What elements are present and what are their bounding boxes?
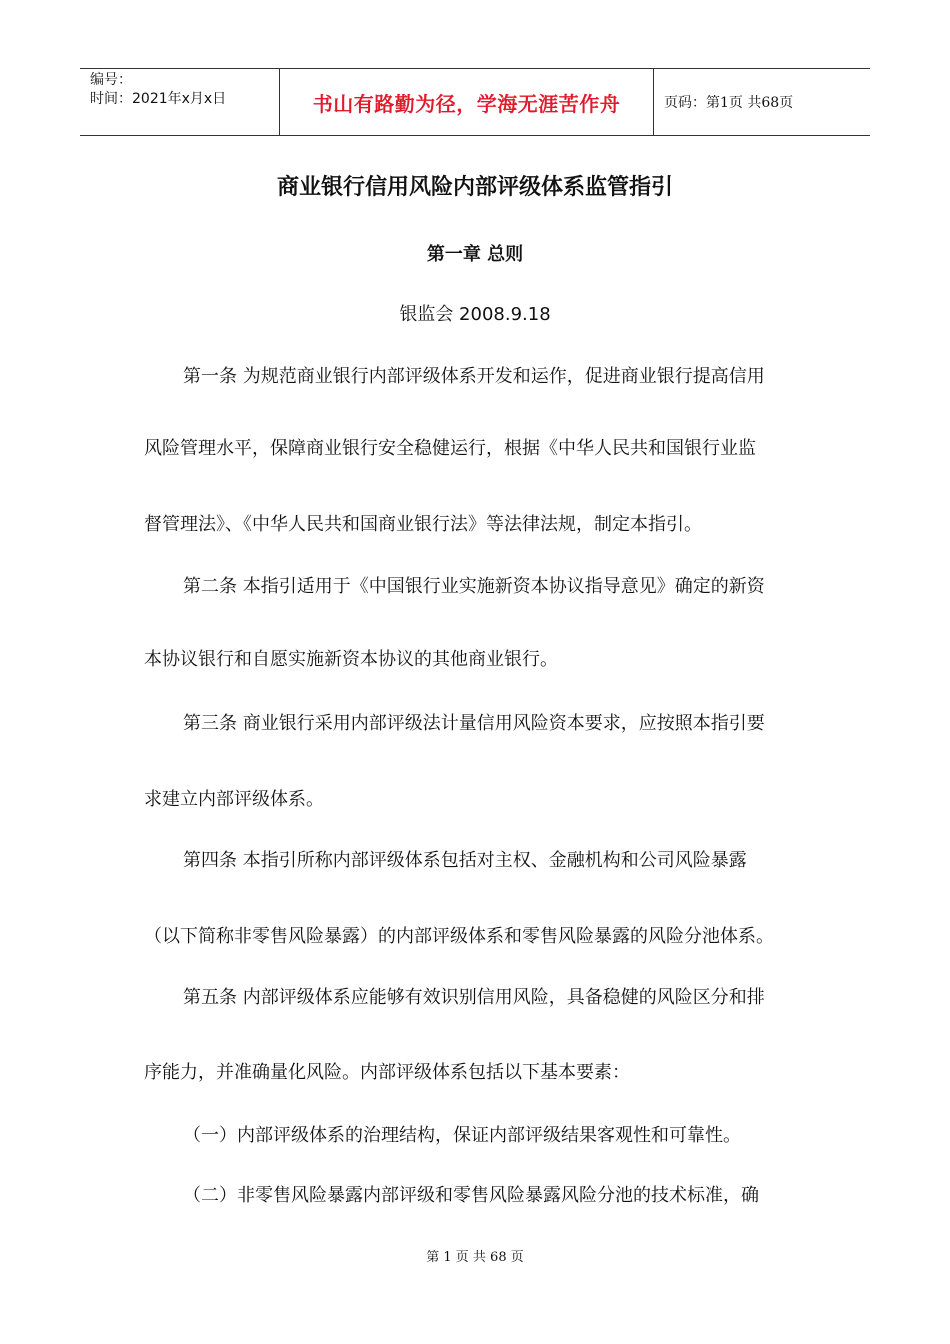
serial-number-label: 编号： [90, 72, 132, 88]
time-label: 时间：2021年x月x日 [90, 91, 227, 107]
body-line: 第二条 本指引适用于《中国银行业实施新资本协议指导意见》确定的新资 [183, 576, 765, 597]
body-line: 第四条 本指引所称内部评级体系包括对主权、金融机构和公司风险暴露 [183, 850, 747, 871]
document-title: 商业银行信用风险内部评级体系监管指引 [276, 175, 673, 200]
body-line: 本协议银行和自愿实施新资本协议的其他商业银行。 [144, 649, 558, 670]
body-line: 第一条 为规范商业银行内部评级体系开发和运作，促进商业银行提高信用 [183, 366, 765, 387]
chapter-heading: 第一章 总则 [426, 244, 524, 265]
body-line: 第五条 内部评级体系应能够有效识别信用风险，具备稳健的风险区分和排 [183, 987, 765, 1008]
body-line: （一）内部评级体系的治理结构，保证内部评级结果客观性和可靠性。 [183, 1125, 741, 1146]
header-page-cell [654, 69, 870, 135]
body-line: 督管理法》、《中华人民共和国商业银行法》等法律法规，制定本指引。 [144, 514, 702, 535]
body-line: 序能力，并准确量化风险。内部评级体系包括以下基本要素： [144, 1062, 630, 1083]
page-footer: 第 1 页 共 68 页 [426, 1250, 524, 1265]
issuer-date: 银监会 2008.9.18 [399, 304, 551, 325]
body-line: （二）非零售风险暴露内部评级和零售风险暴露风险分池的技术标准，确 [183, 1185, 759, 1206]
header-meta-cell [80, 69, 280, 135]
document-header [80, 68, 870, 136]
header-motto-cell [280, 69, 654, 135]
body-line: （以下简称非零售风险暴露）的内部评级体系和零售风险暴露的风险分池体系。 [144, 926, 774, 947]
body-line: 第三条 商业银行采用内部评级法计量信用风险资本要求，应按照本指引要 [183, 713, 765, 734]
body-line: 风险管理水平，保障商业银行安全稳健运行，根据《中华人民共和国银行业监 [144, 438, 756, 459]
body-line: 求建立内部评级体系。 [144, 789, 324, 810]
page-info: 页码：第1页 共68页 [664, 95, 794, 111]
motto-text: 书山有路勤为径，学海无涯苦作舟 [312, 91, 621, 116]
